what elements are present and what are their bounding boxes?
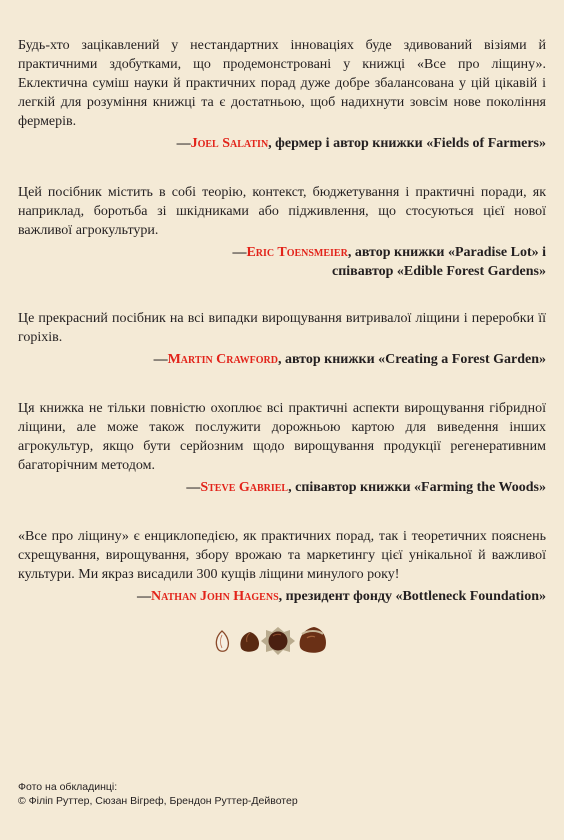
quote-block-2: [18, 183, 546, 281]
quote-block-1: [18, 36, 546, 153]
quote-text: Це прекрасний посібник на всі випадки вирощування витривалої ліщини і переробки її горіхів.: [18, 311, 546, 345]
quote-text: Цей посібник містить в собі теорію, контекст, бюджетування і практичні поради, як наприклад, боротьба зі шкідниками або підживлення, що стосуються цієї нової важливої агрокультури.: [18, 185, 546, 238]
author-role: , автор книжки «Paradise Lot» і: [347, 245, 546, 260]
author-role: , автор книжки «Creating a Forest Garden»: [277, 352, 546, 367]
hazelnut-ornament: [210, 624, 330, 656]
quote-attribution: —Eric Toensmeier, автор книжки «Paradise Lot» і співавтор «Edible Forest Gardens»: [232, 245, 546, 279]
author-name: Joel Salatin: [190, 136, 269, 151]
author-role-continued: співавтор «Edible Forest Gardens»: [332, 264, 546, 279]
hazelnut-large-icon: [300, 627, 326, 653]
quote-attribution: —Martin Crawford, автор книжки «Creating a Forest Garden»: [153, 352, 546, 367]
author-name: Nathan John Hagens: [151, 589, 279, 604]
quote-attribution: —Joel Salatin, фермер і автор книжки «Fields of Farmers»: [176, 136, 546, 151]
author-role: , фермер і автор книжки «Fields of Farmers»: [268, 136, 546, 151]
quote-text: «Все про ліщину» є енциклопедією, як практичних порад, так і теоретичних пояснень схрещування, вирощування, збору врожаю та маркетингу цієї унікальної й важливої культури. Ми якраз висадили 300 кущів ліщини минулого року!: [18, 529, 546, 582]
hazelnut-kernel-outline-icon: [216, 631, 228, 651]
author-name: Eric Toensmeier: [246, 245, 348, 260]
credit-label: Фото на обкладинці:: [18, 781, 118, 793]
author-role: , президент фонду «Bottleneck Foundation»: [278, 589, 546, 604]
quote-text: Ця книжка не тільки повністю охоплює всі практичні аспекти вирощування гібридної ліщини, але може також послужити дорожньою картою для виведення інших агрокультур, якщо бути серйозним щодо вирощування продукції регенеративним багаторічним методом.: [18, 401, 546, 473]
credit-names: © Філіп Руттер, Сюзан Вігреф, Брендон Руттер-Дейвотер: [18, 795, 298, 807]
quote-block-4: [18, 399, 546, 497]
quote-block-5: [18, 527, 546, 606]
hazelnut-row: [210, 624, 330, 656]
quote-block-3: [18, 309, 546, 369]
hazelnut-small-icon: [240, 632, 259, 652]
author-name: Steve Gabriel: [200, 480, 289, 495]
cover-photo-credit: [18, 780, 298, 808]
quote-attribution: —Steve Gabriel, співавтор книжки «Farming the Woods»: [186, 480, 546, 495]
quote-attribution: —Nathan John Hagens, президент фонду «Bottleneck Foundation»: [137, 589, 546, 604]
hazelnut-husk-icon: [261, 627, 295, 655]
author-name: Martin Crawford: [167, 352, 278, 367]
back-cover-text: [18, 36, 546, 606]
author-role: , співавтор книжки «Farming the Woods»: [288, 480, 546, 495]
quote-text: Будь-хто зацікавлений у нестандартних інноваціях буде здивований візіями й практичними здобутками, що продемонстровані у книжці «Все про ліщину». Еклектична суміш науки й практичних порад дуже добре збалансована у цій цікавій і легкій для розуміння книжці та є достатньою, щоб надихнути зовсім нове покоління фермерів.: [18, 38, 546, 129]
